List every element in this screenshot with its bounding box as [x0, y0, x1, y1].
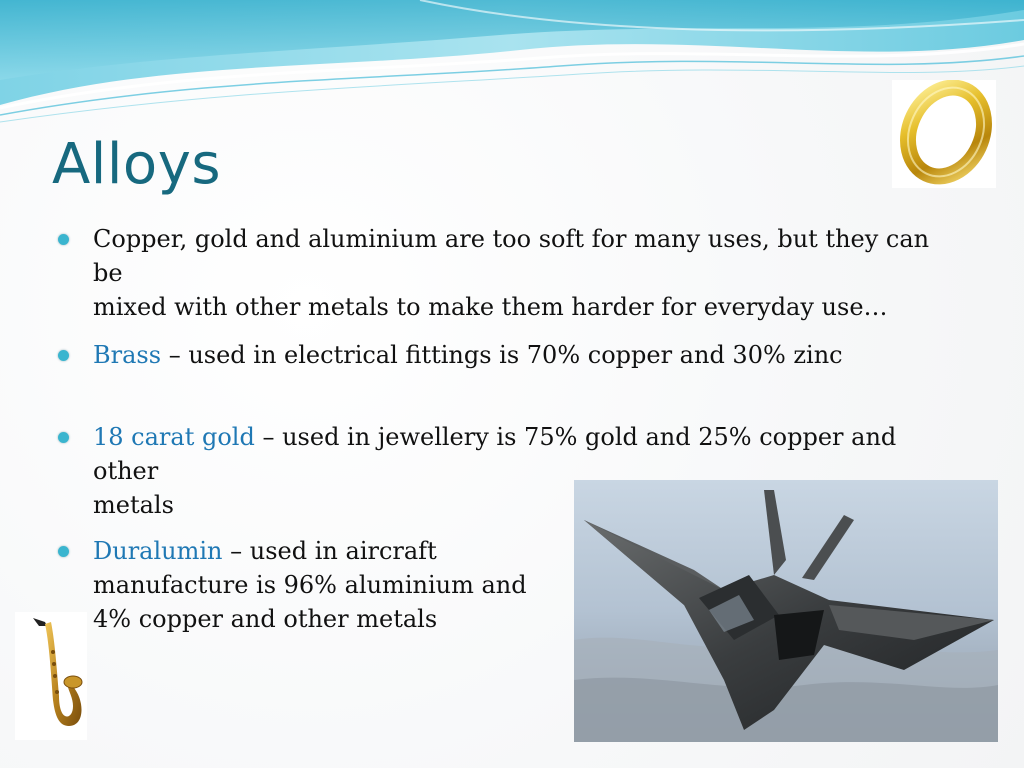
alloy-term: Brass — [93, 341, 162, 369]
bullet-text — [93, 338, 843, 372]
bullet-dot-icon — [58, 350, 69, 361]
alloy-description: – used in aircraft — [222, 537, 437, 565]
bullet-dot-icon — [58, 546, 69, 557]
bullet-line: mixed with other metals to make them harder for everyday use… — [93, 293, 888, 321]
alloy-term: 18 carat gold — [93, 423, 255, 451]
gold-ring-image — [892, 80, 996, 188]
bullet-item-duralumin — [58, 534, 527, 636]
alloy-term: Duralumin — [93, 537, 223, 565]
wave-header-graphic — [0, 0, 1024, 130]
alloy-description: – used in electrical fittings is 70% copper and 30% zinc — [161, 341, 843, 369]
bullet-line: 4% copper and other metals — [93, 605, 438, 633]
bullet-dot-icon — [58, 234, 69, 245]
bullet-text — [93, 534, 527, 636]
bullet-item-brass — [58, 338, 843, 372]
saxophone-image — [15, 612, 87, 740]
bullet-item-intro — [58, 222, 958, 324]
bullet-line: metals — [93, 491, 174, 519]
stealth-aircraft-image — [574, 480, 998, 742]
bullet-dot-icon — [58, 432, 69, 443]
bullet-line: manufacture is 96% aluminium and — [93, 571, 527, 599]
alloy-description: – used in jewellery is 75% gold and 25% copper and other — [93, 423, 897, 485]
bullet-line: Copper, gold and aluminium are too soft for many uses, but they can be — [93, 225, 930, 287]
slide-title: Alloys — [52, 132, 222, 197]
bullet-text — [93, 222, 958, 324]
